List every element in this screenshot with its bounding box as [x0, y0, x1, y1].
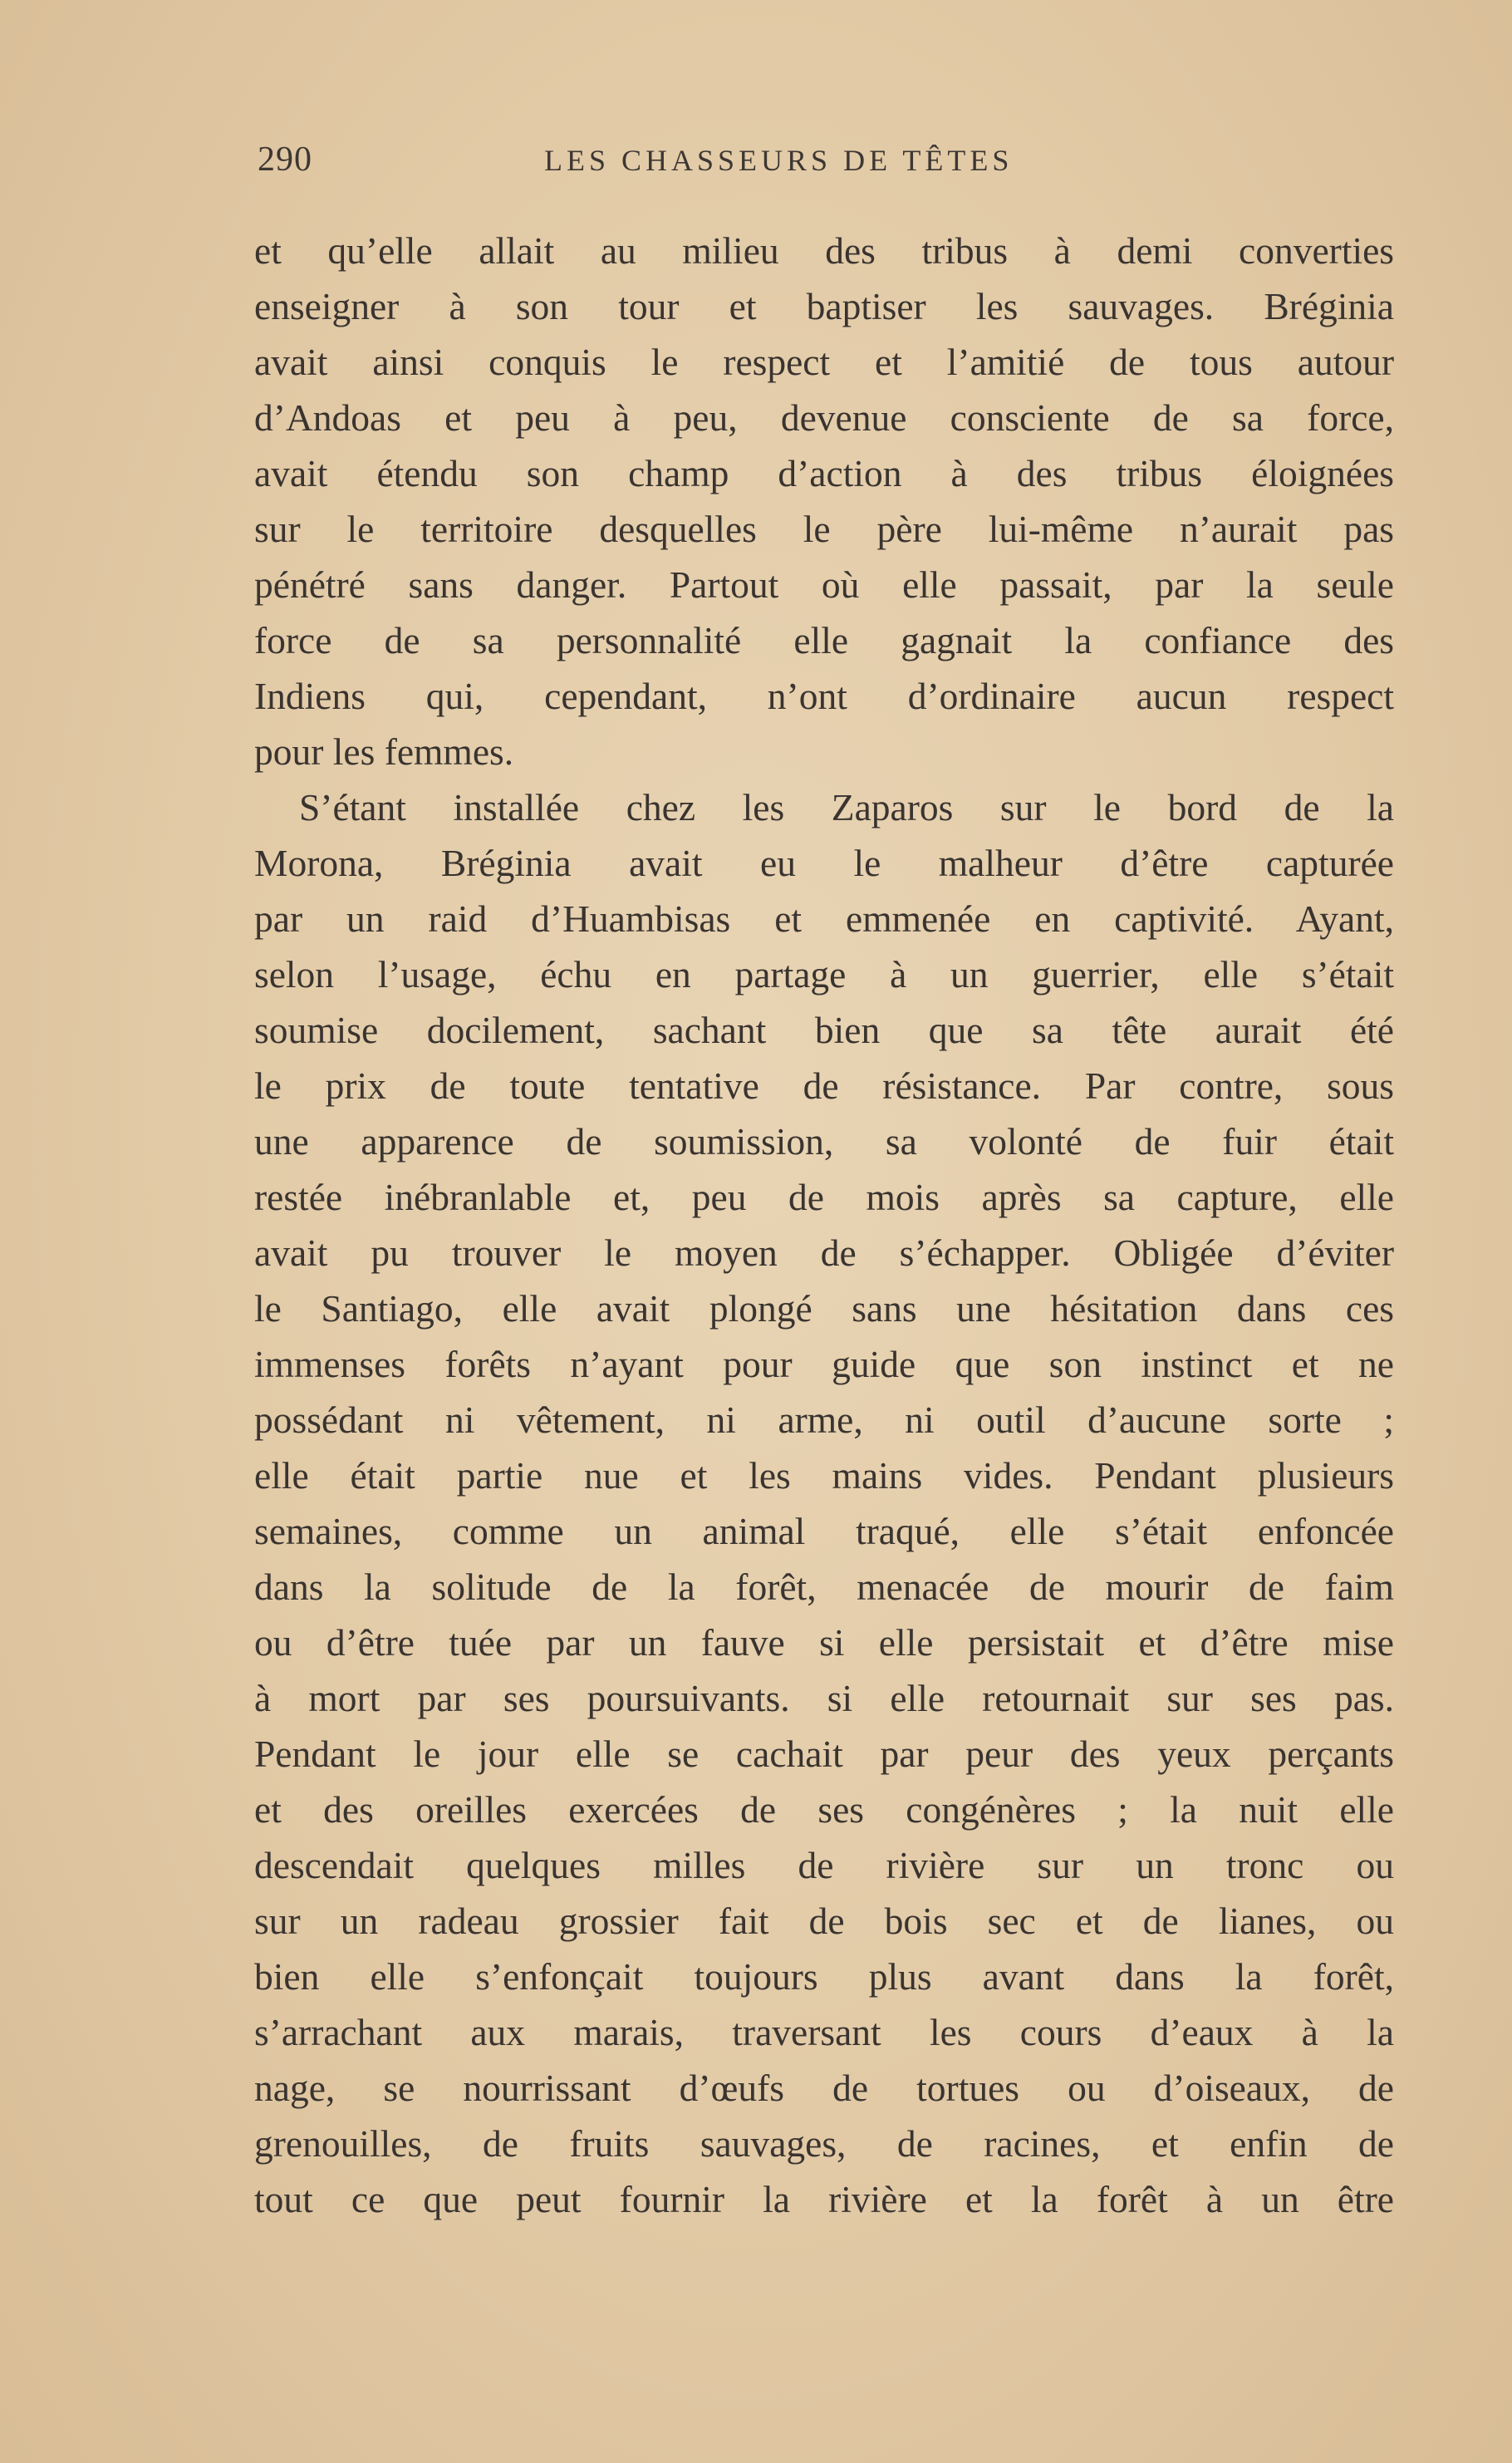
- text-line: semaines, comme un animal traqué, elle s’était enfoncée: [254, 1510, 1394, 1552]
- text-line: tout ce que peut fournir la rivière et la forêt à un être: [254, 2178, 1394, 2220]
- text-line: selon l’usage, échu en partage à un guerrier, elle s’était: [254, 953, 1394, 996]
- text-line: une apparence de soumission, sa volonté de fuir était: [254, 1120, 1394, 1163]
- text-line: d’Andoas et peu à peu, devenue consciente de sa force,: [254, 396, 1394, 439]
- text-line: avait pu trouver le moyen de s’échapper. Obligée d’éviter: [254, 1232, 1394, 1274]
- paragraph-start-line: S’étant installée chez les Zaparos sur le bord de la: [299, 786, 1394, 828]
- text-line: ou d’être tuée par un fauve si elle persistait et d’être mise: [254, 1621, 1394, 1664]
- text-line: avait étendu son champ d’action à des tribus éloignées: [254, 452, 1394, 494]
- text-line: par un raid d’Huambisas et emmenée en captivité. Ayant,: [254, 897, 1394, 940]
- text-line: Indiens qui, cependant, n’ont d’ordinaire aucun respect: [254, 675, 1394, 717]
- text-line: immenses forêts n’ayant pour guide que son instinct et ne: [254, 1343, 1394, 1385]
- page-number: 290: [258, 140, 312, 179]
- text-line: avait ainsi conquis le respect et l’amitié de tous autour: [254, 341, 1394, 383]
- text-line: et qu’elle allait au milieu des tribus à demi converties: [254, 229, 1394, 272]
- running-head: [258, 140, 1105, 189]
- text-line: nage, se nourrissant d’œufs de tortues ou d’oiseaux, de: [254, 2067, 1394, 2109]
- text-line: restée inébranlable et, peu de mois après sa capture, elle: [254, 1176, 1394, 1218]
- text-line: bien elle s’enfonçait toujours plus avant dans la forêt,: [254, 1955, 1394, 1998]
- running-title: LES CHASSEURS DE TÊTES: [544, 144, 1014, 177]
- text-line: dans la solitude de la forêt, menacée de mourir de faim: [254, 1566, 1394, 1608]
- text-line: elle était partie nue et les mains vides. Pendant plusieurs: [254, 1454, 1394, 1497]
- text-line: s’arrachant aux marais, traversant les cours d’eaux à la: [254, 2011, 1394, 2053]
- text-line: sur le territoire desquelles le père lui-même n’aurait pas: [254, 508, 1394, 550]
- text-line: Pendant le jour elle se cachait par peur des yeux perçants: [254, 1733, 1394, 1775]
- text-line: à mort par ses poursuivants. si elle retournait sur ses pas.: [254, 1677, 1394, 1719]
- paragraph-end-line: pour les femmes.: [254, 730, 514, 773]
- text-line: et des oreilles exercées de ses congénères ; la nuit elle: [254, 1788, 1394, 1831]
- text-line: grenouilles, de fruits sauvages, de racines, et enfin de: [254, 2122, 1394, 2165]
- text-line: le Santiago, elle avait plongé sans une hésitation dans ces: [254, 1287, 1394, 1330]
- text-line: pénétré sans danger. Partout où elle passait, par la seule: [254, 563, 1394, 606]
- text-line: descendait quelques milles de rivière sur un tronc ou: [254, 1844, 1394, 1886]
- text-line: le prix de toute tentative de résistance. Par contre, sous: [254, 1064, 1394, 1107]
- text-line: Morona, Bréginia avait eu le malheur d’être capturée: [254, 842, 1394, 884]
- text-line: soumise docilement, sachant bien que sa tête aurait été: [254, 1009, 1394, 1051]
- text-line: sur un radeau grossier fait de bois sec et de lianes, ou: [254, 1900, 1394, 1942]
- text-line: possédant ni vêtement, ni arme, ni outil d’aucune sorte ;: [254, 1399, 1394, 1441]
- text-line: enseigner à son tour et baptiser les sauvages. Bréginia: [254, 285, 1394, 327]
- body-text: [254, 223, 1394, 2227]
- text-line: force de sa personnalité elle gagnait la confiance des: [254, 619, 1394, 661]
